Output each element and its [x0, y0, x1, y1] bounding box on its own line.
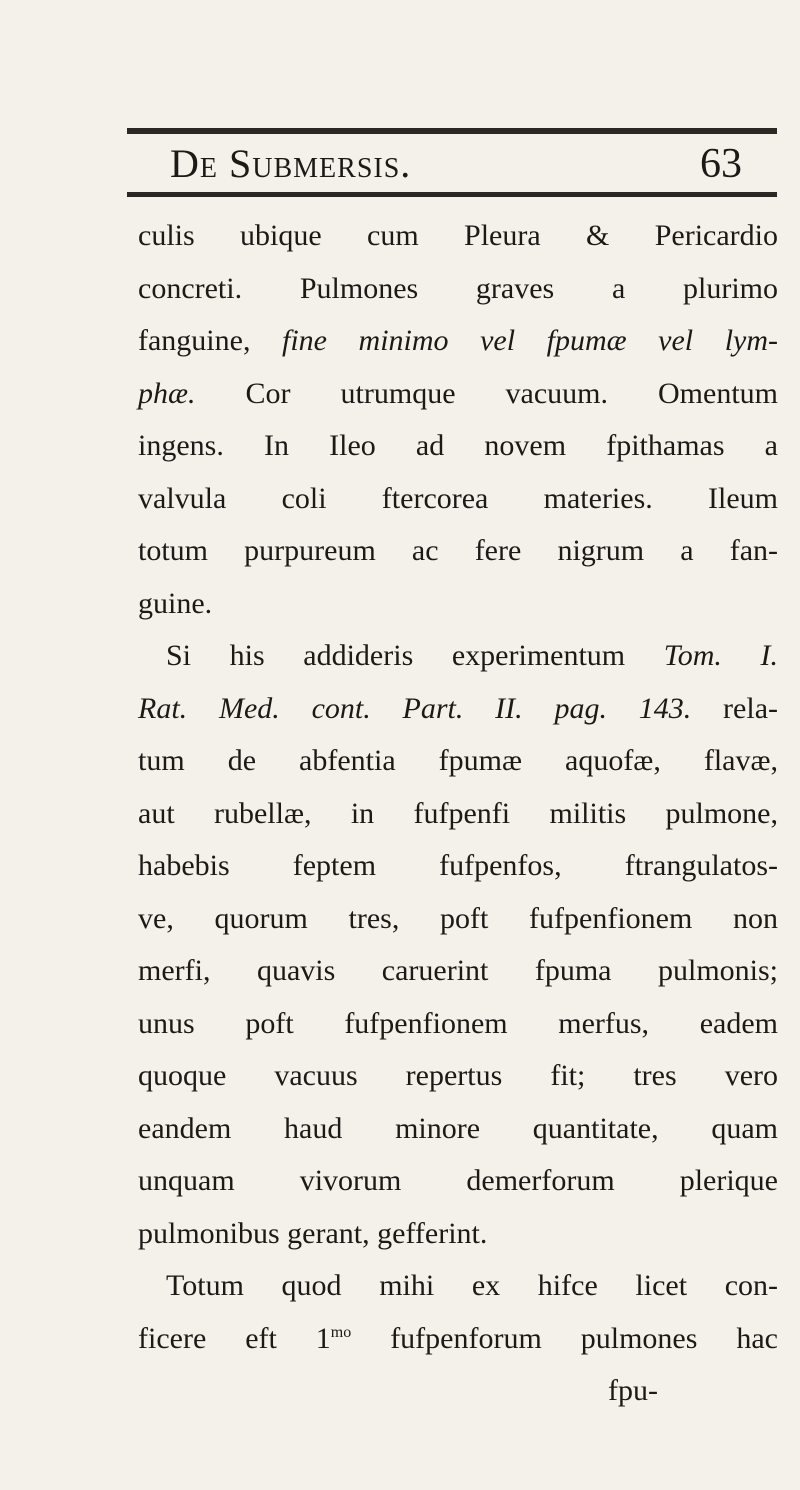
text-line [138, 1313, 778, 1366]
running-head-submersis: ubmersis. [252, 141, 412, 186]
text-line: valvula coli ftercorea materies. Ileum [138, 481, 778, 515]
text-line: ve, quorum tres, poft fufpenfionem non [138, 901, 778, 935]
text-segment: Si his addideris experimentum [166, 639, 664, 672]
text-line: Totum quod mihi ex hifce licet con- [166, 1269, 778, 1302]
text-line: concreti. Pulmones graves a plurimo [138, 271, 778, 305]
text-line: tum de abfentia fpumæ aquofæ, flavæ, [138, 744, 778, 777]
text-line: totum purpureum ac fere nigrum a fan- [138, 534, 778, 567]
italic-text-segment: phæ. [138, 376, 196, 410]
header-bottom-rule [127, 192, 777, 197]
superscript: mo [330, 1323, 352, 1341]
text-segment: Cor utrumque vacuum. Omentum [195, 376, 778, 410]
text-segment: fufpenforum pulmones hac [351, 1321, 778, 1355]
text-segment: ficere eft 1 [138, 1321, 331, 1355]
text-line: culis ubique cum Pleura & Pericardio [138, 219, 778, 252]
running-head-initial-s: S [229, 141, 253, 186]
text-line: quoque vacuus repertus fit; tres vero [138, 1059, 778, 1092]
text-segment: rela- [691, 691, 778, 725]
running-head [170, 140, 411, 188]
text-segment: fanguine, [138, 324, 283, 357]
text-line [138, 368, 778, 421]
text-line: merfi, quavis caruerint fpuma pulmonis; [138, 954, 778, 987]
italic-citation: Tom. I. [663, 639, 778, 672]
text-line: pulmonibus gerant, gefferint. [138, 1216, 488, 1250]
italic-text-segment: fine minimo vel fpumæ vel lym- [282, 324, 778, 357]
text-line [138, 315, 778, 368]
text-line [138, 630, 778, 683]
text-line: guine. [138, 586, 213, 620]
header-top-rule [127, 128, 777, 134]
text-line: ingens. In Ileo ad novem fpithamas a [138, 429, 778, 462]
text-line: unus poft fufpenfionem merfus, eadem [138, 1006, 778, 1040]
body-text [138, 210, 778, 1418]
text-line: unquam vivorum demerforum plerique [138, 1164, 778, 1197]
text-line: eandem haud minore quantitate, quam [138, 1111, 778, 1145]
running-head-de: e [199, 141, 218, 186]
text-line [138, 683, 778, 736]
running-head-initial-d: D [170, 141, 200, 186]
catchword: fpu- [608, 1374, 658, 1407]
page-number: 63 [700, 141, 742, 187]
text-line: aut rubellæ, in fufpenfi militis pulmone, [138, 796, 778, 830]
text-line: habebis feptem fufpenfos, ftrangulatos- [138, 849, 778, 882]
italic-citation: Rat. Med. cont. Part. II. pag. 143. [138, 691, 692, 725]
